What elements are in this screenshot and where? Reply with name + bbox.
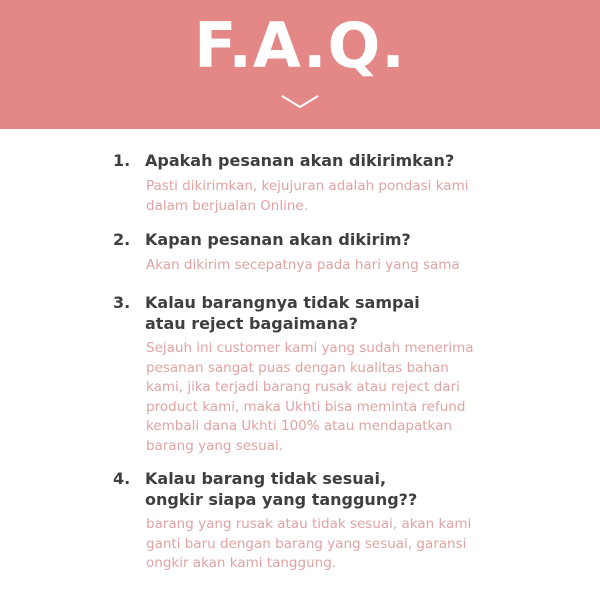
faq-number: 2. — [113, 230, 131, 249]
faq-question: Kalau barangnya tidak sampai atau reject bagaimana? — [145, 293, 420, 333]
faq-question: Apakah pesanan akan dikirimkan? — [145, 151, 455, 170]
faq-answer: barang yang rusak atau tidak sesuai, akan kami ganti baru dengan barang yang sesuai, garansi ongkir akan kami tanggung. — [146, 516, 472, 571]
chevron-down-icon — [281, 95, 319, 109]
faq-number: 3. — [113, 293, 131, 312]
faq-number: 4. — [113, 469, 131, 488]
faq-answer: Pasti dikirimkan, kejujuran adalah pondasi kami dalam berjualan Online. — [146, 178, 469, 214]
faq-number: 1. — [113, 151, 131, 170]
faq-header — [0, 0, 600, 129]
faq-answer: Akan dikirim secepatnya pada hari yang sama — [146, 257, 460, 273]
faq-question: Kapan pesanan akan dikirim? — [145, 230, 411, 249]
faq-answer: Sejauh ini customer kami yang sudah menerima pesanan sangat puas dengan kualitas bahan kami, jika terjadi barang rusak atau reject dari product kami, maka Ukhti bisa meminta refund kembali dana Ukhti 100% atau mendapatkan barang yang sesuai. — [146, 340, 474, 454]
page-title: F.A.Q. — [194, 9, 406, 82]
faq-question: Kalau barang tidak sesuai, ongkir siapa yang tanggung?? — [145, 469, 418, 509]
